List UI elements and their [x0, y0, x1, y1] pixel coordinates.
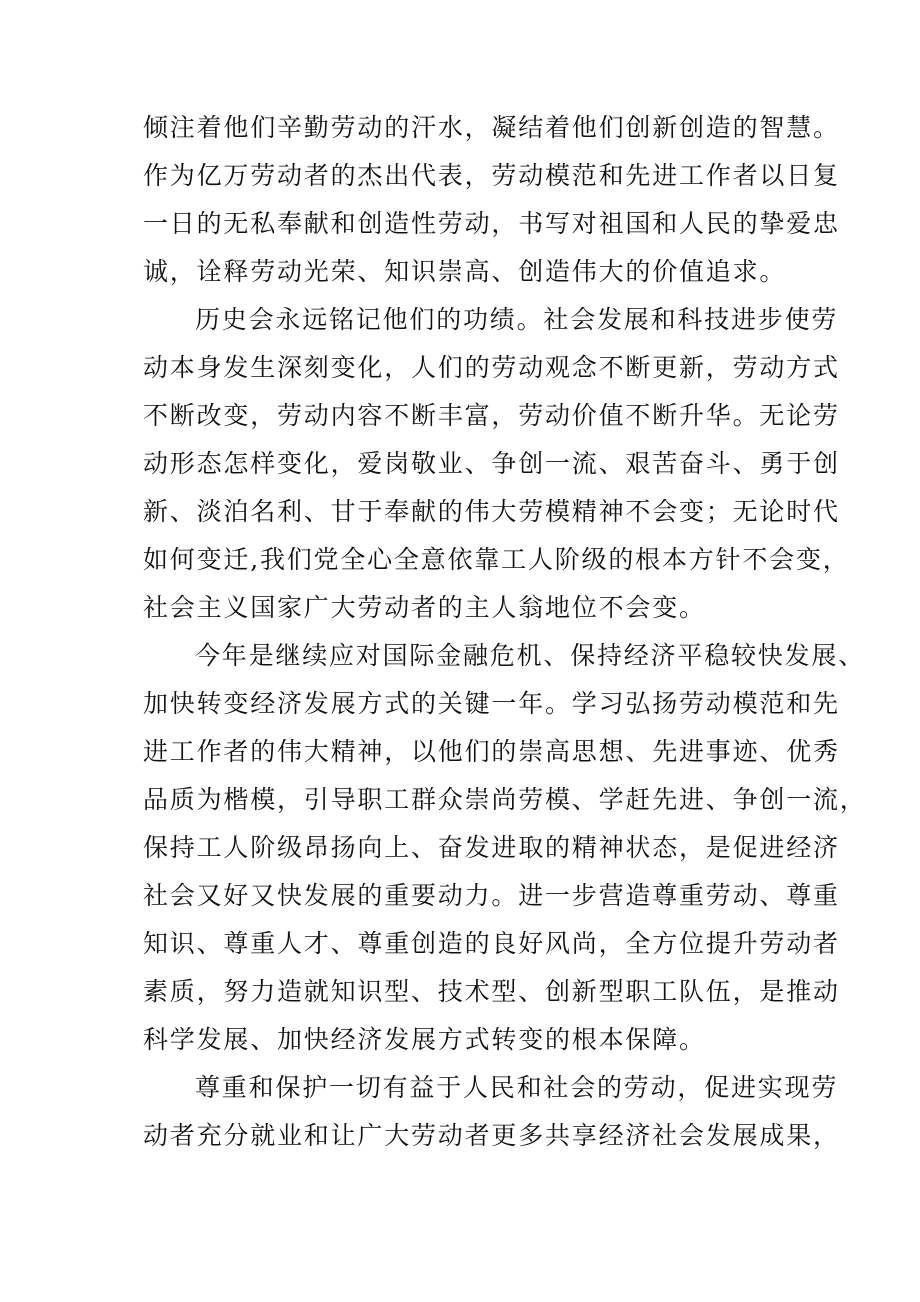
text-line-20: 科学发展、加快经济发展方式转变的根本保障。: [143, 1025, 706, 1054]
text-line-17: 社会又好又快发展的重要动力。进一步营造尊重劳动、尊重: [143, 881, 840, 910]
text-line-9: 新、淡泊名利、甘于奉献的伟大劳模精神不会变；无论时代: [143, 497, 840, 526]
text-line-15: 品质为楷模，引导职工群众崇尚劳模、学赶先进、争创一流，: [143, 785, 867, 814]
text-line-2: 作为亿万劳动者的杰出代表，劳动模范和先进工作者以日复: [143, 161, 840, 190]
text-line-19: 素质，努力造就知识型、技术型、创新型职工队伍，是推动: [143, 977, 840, 1006]
text-line-8: 动形态怎样变化，爱岗敬业、争创一流、艰苦奋斗、勇于创: [143, 449, 840, 478]
text-line-21: 尊重和保护一切有益于人民和社会的劳动，促进实现劳: [195, 1073, 839, 1102]
text-line-6: 动本身发生深刻变化，人们的劳动观念不断更新，劳动方式: [143, 353, 840, 382]
text-line-7: 不断改变，劳动内容不断丰富，劳动价值不断升华。无论劳: [143, 401, 840, 430]
text-line-5: 历史会永远铭记他们的功绩。社会发展和科技进步使劳: [195, 305, 839, 334]
text-line-10: 如何变迁,我们党全心全意依靠工人阶级的根本方针不会变，: [143, 545, 850, 574]
text-line-1: 倾注着他们辛勤劳动的汗水，凝结着他们创新创造的智慧。: [143, 113, 840, 142]
document-body: [143, 104, 867, 1160]
text-line-12: 今年是继续应对国际金融危机、保持经济平稳较快发展、: [195, 641, 866, 670]
text-line-13: 加快转变经济发展方式的关键一年。学习弘扬劳动模范和先: [143, 689, 840, 718]
text-line-22: 动者充分就业和让广大劳动者更多共享经济社会发展成果，: [143, 1121, 840, 1150]
text-line-4: 诚，诠释劳动光荣、知识崇高、创造伟大的价值追求。: [143, 257, 787, 286]
text-line-11: 社会主义国家广大劳动者的主人翁地位不会变。: [143, 593, 706, 622]
text-line-14: 进工作者的伟大精神，以他们的崇高思想、先进事迹、优秀: [143, 737, 840, 766]
text-line-3: 一日的无私奉献和创造性劳动，书写对祖国和人民的挚爱忠: [143, 209, 840, 238]
text-line-18: 知识、尊重人才、尊重创造的良好风尚，全方位提升劳动者: [143, 929, 840, 958]
text-line-16: 保持工人阶级昂扬向上、奋发进取的精神状态，是促进经济: [143, 833, 840, 862]
